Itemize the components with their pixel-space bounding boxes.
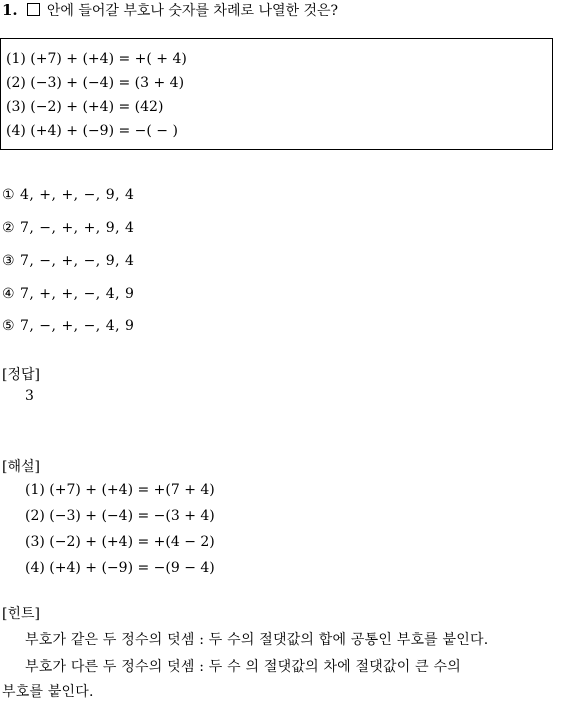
- choice-3: ③ 7, −, +, −, 9, 4: [2, 253, 135, 269]
- choice-4: ④ 7, +, +, −, 4, 9: [2, 286, 135, 302]
- choice-1: ① 4, +, +, −, 9, 4: [2, 187, 135, 203]
- question-text: 안에 들어갈 부호나 숫자를 차례로 나열한 것은?: [46, 3, 339, 19]
- choice-5: ⑤ 7, −, +, −, 4, 9: [2, 318, 135, 334]
- question-number: 1.: [2, 1, 18, 19]
- box-line-4: (4) (+4) + (−9) = −( − ): [6, 123, 178, 139]
- box-line-2: (2) (−3) + (−4) = (3 + 4): [6, 75, 185, 91]
- explanation-line-2: (2) (−3) + (−4) = −(3 + 4): [25, 508, 215, 524]
- answer-value: 3: [25, 388, 34, 404]
- explanation-label: [해설]: [2, 459, 40, 475]
- hint-label: [힌트]: [2, 606, 40, 622]
- explanation-line-3: (3) (−2) + (+4) = +(4 − 2): [25, 534, 215, 550]
- explanation-line-1: (1) (+7) + (+4) = +(7 + 4): [25, 482, 215, 498]
- blank-square-icon: [27, 3, 40, 16]
- hint-line-3: 부호를 붙인다.: [2, 684, 94, 700]
- answer-label: [정답]: [2, 367, 40, 383]
- hint-line-2: 부호가 다른 두 정수의 덧셈 : 두 수 의 절댓값의 차에 절댓값이 큰 수의: [25, 659, 461, 675]
- box-line-3: (3) (−2) + (+4) = (42): [6, 99, 164, 115]
- box-line-1: (1) (+7) + (+4) = +( + 4): [6, 51, 187, 67]
- hint-line-1: 부호가 같은 두 정수의 덧셈 : 두 수의 절댓값의 합에 공통인 부호를 붙인다.: [25, 632, 489, 648]
- question-header: [2, 0, 338, 20]
- choice-2: ② 7, −, +, +, 9, 4: [2, 220, 135, 236]
- explanation-line-4: (4) (+4) + (−9) = −(9 − 4): [25, 560, 215, 576]
